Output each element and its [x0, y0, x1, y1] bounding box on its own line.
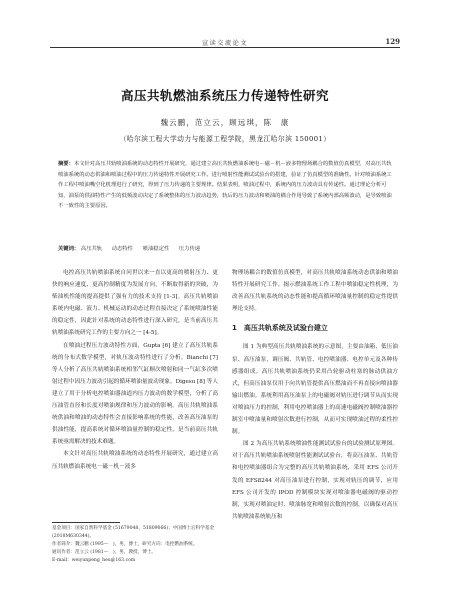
- page-number: 129: [385, 37, 400, 46]
- affiliation: （哈尔滨工程大学动力与能源工程学院，黑龙江哈尔滨 150001）: [119, 135, 331, 143]
- footnote-funding: 基金项目：国家自然科学基金 (51679048、51809066)；中国博士后科学基金 (2018M630344)。: [52, 526, 215, 540]
- body-paragraph: 电控高压共轨喷油系统自问世以来一直以更高的喷射压力、更快的响应速度、更高控制精度为发展方向，不断取得新的突破，为柴油机性能的提高提供了强有力的技术支持 [1-3]。高压共轨喷油系统内电磁、液力、机械运动的动态过程直接决定了系统喷油性能的稳定性，因此针对系统的动态特性进行深入研究，是当前高压共轨喷油系统研究工作的主要方向之一 [4-5]。: [52, 270, 218, 337]
- abstract: [58, 159, 394, 212]
- footnote-corresponding: 通讯作者：范立云 (1981— )，男，教授，博士。: [52, 550, 157, 556]
- keyword: 喷油稳定性: [142, 246, 170, 252]
- right-column: [232, 267, 398, 523]
- body-paragraph: 图 2 为高压共轨系统喷油性能测试试验台的试验测试原理图。对于高压共轨喷油系统喷射性能测试试验台，将高压油泵、共轨管和电控喷油器组合为完整的高压共轨喷油系统，采用 EFS 公司开发的 EFS8244 对高压油泵进行控制，实现对轨压的调节，应用 EFS 公司开发的 IPOD 控制模块实现对喷油器电磁阀的驱动控制，实现对喷油定时、喷油脉宽和喷射次数的控制，以确保对高压共轨喷油系统轨压和: [232, 441, 398, 520]
- keyword: 压力传递: [178, 246, 201, 252]
- author-list: 魏云鹏，范立云，顾远琪，陈 康: [160, 118, 290, 127]
- footnote-author: 作者简介：魏云鹏 (1995— )，男，博士，研究方向：电控燃油系统。: [52, 542, 198, 548]
- body-paragraph: 物理场耦合的数值仿真模型，对高压共轨喷油系统动态供油和喷油特性开展研究工作。揭示燃油系统工作工程中喷油稳定性机理，为改善高压共轨系统的动态性能和提高循环喷油量控制的稳定性提供理论支持。: [232, 270, 398, 313]
- keywords-label: 关键词：: [58, 246, 80, 252]
- keyword: 高压共轨: [80, 246, 103, 252]
- section-heading: 1 高压共轨系统及试验台建立: [232, 324, 328, 333]
- keywords: [58, 244, 394, 254]
- footnote-email: E-mail：weiyunpeng_heu@163.com: [52, 558, 136, 564]
- header-rule: [50, 47, 400, 48]
- footnotes: [52, 525, 222, 565]
- abstract-text: 本文针对高压共轨喷油系统的动态特性开展研究，通过建立高压共轨燃油系统电－磁－机－液多物理场耦合的数值仿真模型，对高压共轨喷油系统的动态供油和喷油过程中的压力传递特性开展研究工作。进行喷射性能测试试验台的搭建，验证了仿真模型的准确性。针对喷油系统工作工程中喷油嘴空化机理进行了研究，得到了压力传递的主要规律。结果表明，喷油过程中，系统内的压力波动具有传递性。通过理论分析可知，油泵的供油特性产生的低频波动决定了系统整体的压力波动趋势，轨后的压力波动和喷油的耦合作用导致了系统内部高频波动，是导致喷油不一致性的主要原因。: [58, 161, 392, 210]
- running-header-section: 宣读交流论文: [201, 40, 249, 47]
- keyword: 动态特性: [111, 246, 133, 252]
- abstract-label: 摘要：: [58, 161, 74, 167]
- paper-title: 高压共轨燃油系统压力传递特性研究: [120, 88, 329, 103]
- left-column: [52, 267, 218, 473]
- footnote-rule: [52, 522, 120, 523]
- body-paragraph: 在喷油过程压力波动特性方面，Gupta [6] 建立了高压共轨系统的分布式数学模型，对轨压波动特性进行了分析。Bianchi [7] 等人分析了高压共轨喷油系统相邻气缸顺次喷射和同一气缸多次喷射过程中因压力波动引起的循环喷油量波动现象。Digesu [8] 等人建立了用于分析电控喷油器油道内压力波动的数学模型，分析了高压油管直径和长度对喷油规律和压力波动的影响。高压共轨喷油系统供油和喷油的动态特性会直接影响系统的性能，改善高压油泵的供油性能，提高系统对循环喷油量控制的稳定性，是当前高压共轨系统亟需解决的技术难题。: [52, 342, 218, 446]
- body-paragraph: 本文针对高压共轨喷油系统的动态特性开展研究，通过建立高压共轨燃油系统电－磁－机－液多: [52, 451, 218, 470]
- body-paragraph: 图 1 为典型高压共轨喷油系统的示意图，主要由油箱、低压油泵、高压油泵，调压阀、共轨管、电控喷油器、电控单元及各种传感器组成。高压共轨喷油系统仍采用凸轮驱动柱塞的脉动供油方式，但高压油泵仅用于向共轨管提供高压燃油而不再直接向喷油器输出燃油。系统利用高压油泵上的电磁阀对轨压进行调节从而实现对喷油压力的控制，利用电控喷油器上的高速电磁阀控制喷油器控制室中喷油量和喷射次数进行控制，从而可实现喷油过程的柔性控制。: [232, 344, 398, 436]
